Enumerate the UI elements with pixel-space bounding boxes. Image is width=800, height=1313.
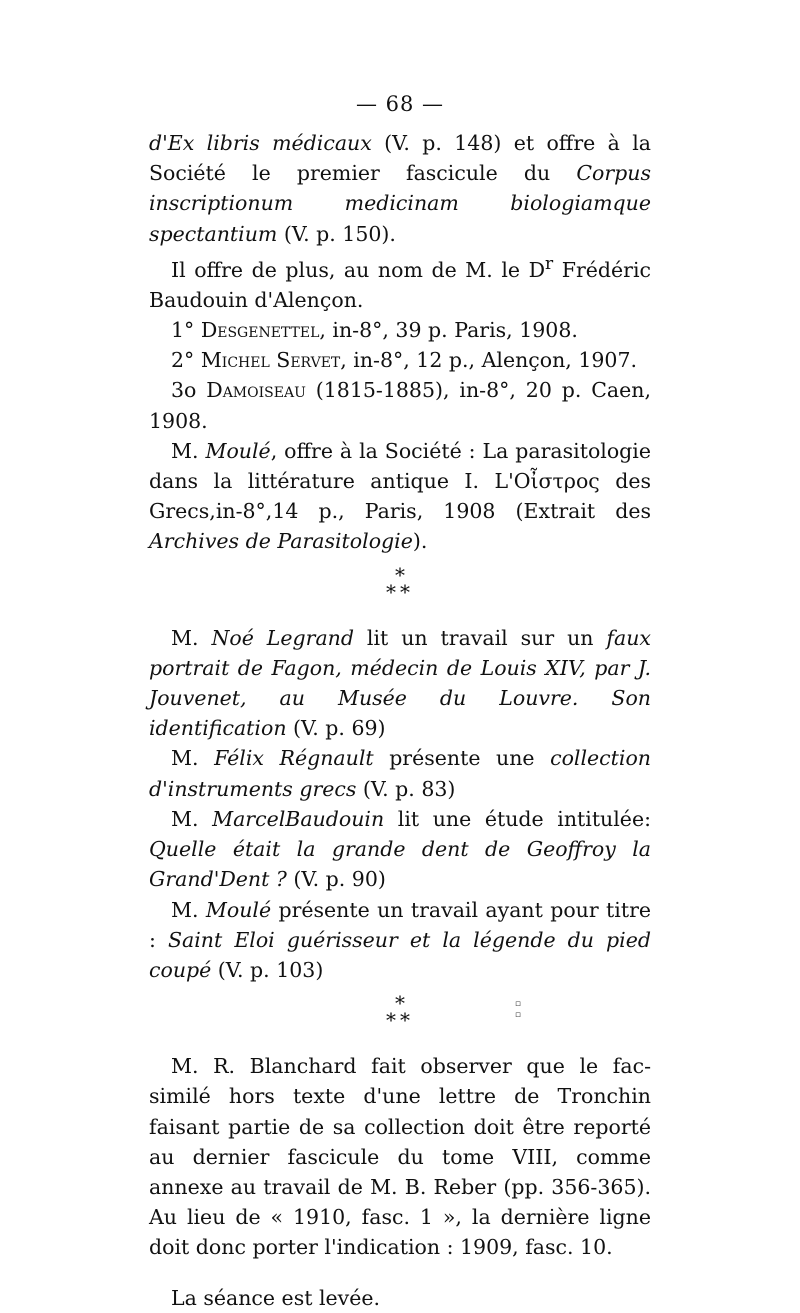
person-name: MarcelBaudouin bbox=[212, 806, 385, 831]
paragraph-ex-libris: d'Ex libris médicaux (V. p. 148) et offre à la Société le premier fascicule du Corpus inscriptionum medicinam biologiamque spectantium (V. p. 150). bbox=[149, 131, 651, 246]
asterism-divider: * ** bbox=[386, 562, 414, 604]
journal-title: Archives de Parasitologie bbox=[149, 529, 413, 554]
author-name: Damoiseau bbox=[206, 378, 306, 403]
asterism-divider: * ** ▫ ▫ bbox=[386, 991, 521, 1033]
work-title: d'Ex libris médicaux bbox=[149, 131, 372, 155]
author-name: Michel Servet bbox=[200, 348, 341, 373]
list-item: 3o Damoiseau (1815-1885), in-8°, 20 p. Caen, 1908. bbox=[149, 378, 651, 433]
page-body bbox=[149, 128, 651, 1313]
work-title: Corpus inscriptionum medicinam biologiamque spectantium bbox=[149, 161, 651, 246]
work-title: Saint Eloi guérisseur et la légende du pied coupé bbox=[149, 927, 651, 982]
paragraph-baudouin: M. MarcelBaudouin lit une étude intitulée: Quelle était la grande dent de Geoffroy la Grand'Dent ? (V. p. 90) bbox=[149, 806, 651, 892]
list-item: 1° Desgenettel, in-8°, 39 p. Paris, 1908. bbox=[171, 318, 578, 343]
list-item: 2° Michel Servet, in-8°, 12 p., Alençon, 1907. bbox=[171, 348, 638, 373]
paragraph-legrand: M. Noé Legrand lit un travail sur un faux portrait de Fagon, médecin de Louis XIV, par J. Jouvenet, au Musée du Louvre. Son identification (V. p. 69) bbox=[149, 625, 651, 741]
paragraph-gifts: Il offre de plus, au nom de M. le $D^r$ Frédéric Baudouin d'Alençon. bbox=[149, 253, 651, 312]
person-name: Noé Legrand bbox=[211, 625, 354, 650]
person-name: Moulé bbox=[205, 897, 272, 922]
paragraph-moule-gift: M. Moulé, offre à la Société : La parasitologie dans la littérature antique I. L'Οἶστρος des Grecs,in-8°,14 p., Paris, 1908 (Extrait des Archives de Parasitologie). bbox=[149, 438, 651, 554]
paragraph-blanchard: M. R. Blanchard fait observer que le fac-similé hors texte d'une lettre de Tronchin faisant partie de sa collection doit être reporté au dernier fascicule du tome VIII, comme annexe au travail de M. B. Reber (pp. 356-365). Au lieu de « 1910, fasc. 1 », la dernière ligne doit donc porter l'indication : 1909, fasc. 10. bbox=[149, 1054, 651, 1260]
paragraph-regnault: M. Félix Régnault présente une collection d'instruments grecs (V. p. 83) bbox=[149, 746, 651, 801]
work-title: Quelle était la grande dent de Geoffroy la Grand'Dent ? bbox=[149, 837, 651, 892]
person-name: Félix Régnault bbox=[214, 746, 374, 771]
page-number: — 68 — bbox=[355, 92, 445, 116]
paragraph-moule-travail: M. Moulé présente un travail ayant pour titre : Saint Eloi guérisseur et la légende du pied coupé (V. p. 103) bbox=[149, 897, 652, 982]
work-title: collection d'instruments grecs bbox=[149, 746, 651, 801]
work-title: faux portrait de Fagon, médecin de Louis XIV, par J. Jouvenet, au Musée du Louvre. Son identification bbox=[149, 625, 651, 741]
closing-line: La séance est levée. bbox=[171, 1285, 381, 1310]
margin-mark-icon: ▫ ▫ bbox=[514, 999, 521, 1021]
person-name: Moulé bbox=[205, 438, 271, 463]
author-name: Desgenettel bbox=[200, 318, 320, 343]
